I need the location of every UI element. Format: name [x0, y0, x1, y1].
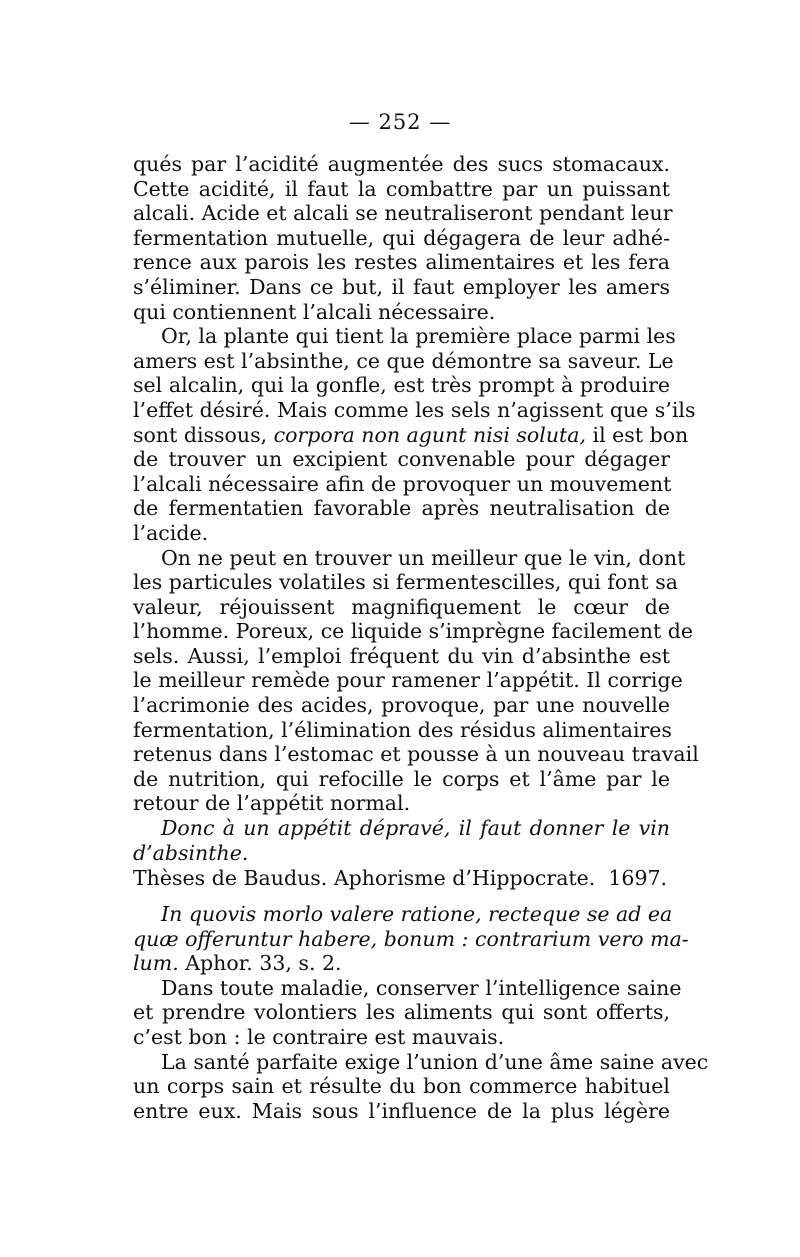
- text-line: Cette acidité, il faut la combattre par un puissant: [133, 176, 670, 201]
- text-line: le meilleur remède pour ramener l’appétit. Il corrige: [133, 668, 683, 693]
- text-line: fermentation mutuelle, qui dégagera de leur adhé-: [133, 225, 670, 250]
- text-line-mixed: [133, 422, 689, 448]
- text-line: l’acide.: [133, 520, 209, 545]
- text-line: Dans toute maladie, conserver l’intelligence saine: [161, 975, 682, 1000]
- text-line: sel alcalin, qui la gonfle, est très prompt à produire: [133, 373, 670, 398]
- text-line: et prendre volontiers les aliments qui sont offerts,: [133, 1000, 670, 1025]
- text-line: s’éliminer. Dans ce but, il faut employer les amers: [133, 274, 670, 299]
- aphorism-line: quæ offeruntur habere, bonum : contrarium vero ma-: [133, 926, 689, 951]
- section-heading-block: [133, 866, 670, 891]
- text-line: c’est bon : le contraire est mauvais.: [133, 1024, 505, 1049]
- latin-quote: corpora non agunt nisi soluta,: [273, 422, 587, 447]
- text-line: retour de l’appétit normal.: [133, 791, 411, 816]
- aphorism-line-mixed: [133, 951, 670, 976]
- text-line: l’alcali nécessaire afin de provoquer un mouvement: [133, 471, 672, 496]
- text-line: entre eux. Mais sous l’influence de la plus légère: [133, 1098, 670, 1123]
- text-line: amers est l’absinthe, ce que démontre sa saveur. Le: [133, 348, 674, 373]
- text-line: un corps sain et résulte du bon commerce habituel: [133, 1074, 670, 1099]
- text-line: l’effet désiré. Mais comme les sels n’agissent que s’ils: [133, 397, 696, 422]
- italic-quote-line: Donc à un appétit dépravé, il faut donner le vin: [161, 816, 670, 841]
- text-line: fermentation, l’élimination des résidus alimentaires: [133, 717, 672, 742]
- text-line: les particules volatiles si fermentescilles, qui font sa: [133, 570, 678, 595]
- text-line: qués par l’acidité augmentée des sucs stomacaux.: [133, 152, 670, 176]
- text-line: qui contiennent l’alcali nécessaire.: [133, 299, 496, 324]
- section-heading: Thèses de Baudus. Aphorisme d’Hippocrate. 1697.: [133, 866, 668, 890]
- text-line: On ne peut en trouver un meilleur que le vin, dont: [161, 545, 686, 570]
- text-segment: il est bon: [592, 422, 689, 447]
- text-line: de trouver un excipient convenable pour dégager: [133, 447, 670, 472]
- text-line: l’homme. Poreux, ce liquide s’imprègne facilement de: [133, 619, 693, 644]
- text-line: retenus dans l’estomac et pousse à un nouveau travail: [133, 742, 699, 767]
- text-line: de nutrition, qui refocille le corps et l’âme par le: [133, 766, 670, 791]
- aphorism-reference: Aphor. 33, s. 2.: [185, 951, 342, 976]
- text-line: l’acrimonie des acides, provoque, par une nouvelle: [133, 693, 670, 718]
- italic-quote-line: d’absinthe.: [133, 840, 249, 865]
- text-segment: sont dissous,: [133, 422, 268, 447]
- page-number: — 252 —: [348, 110, 452, 134]
- aphorism-block: [133, 902, 709, 1123]
- text-line: alcali. Acide et alcali se neutraliseront pendant leur: [133, 201, 673, 226]
- text-line: Or, la plante qui tient la première place parmi les: [161, 324, 676, 349]
- text-line: de fermentatien favorable après neutralisation de: [133, 496, 670, 521]
- aphorism-line: In quovis morlo valere ratione, recteque se ad ea: [161, 902, 673, 926]
- aphorism-segment: lum.: [133, 951, 179, 976]
- text-line: La santé parfaite exige l’union d’une âme saine avec: [161, 1049, 709, 1074]
- text-line: valeur, réjouissent magnifiquement le cœur de: [133, 594, 670, 619]
- main-text: [133, 152, 699, 865]
- text-line: rence aux parois les restes alimentaires et les fera: [133, 250, 670, 275]
- text-line: sels. Aussi, l’emploi fréquent du vin d’absinthe est: [133, 643, 670, 668]
